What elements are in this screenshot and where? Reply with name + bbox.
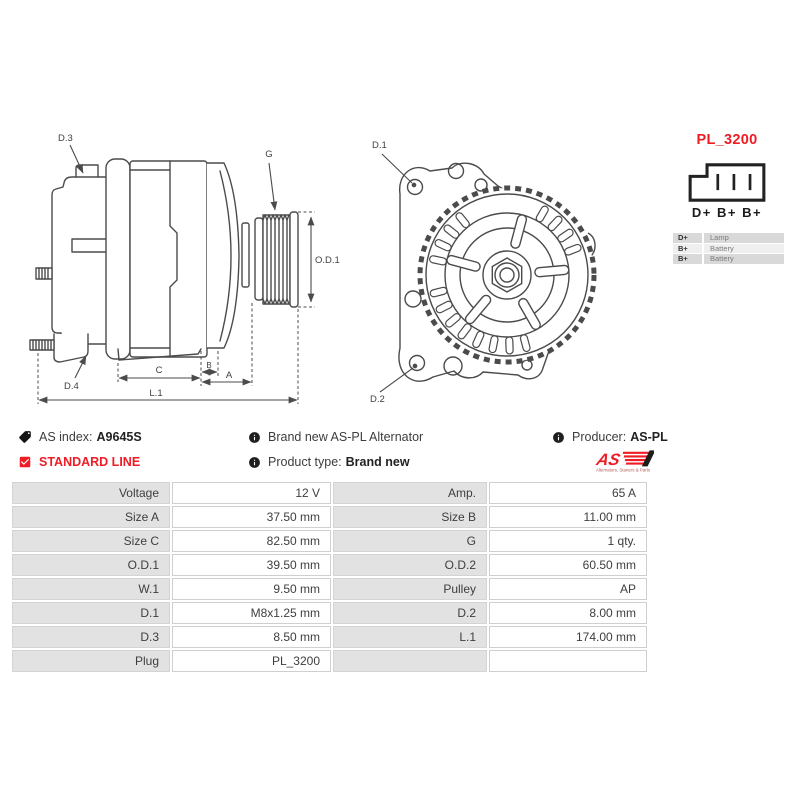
spec-label: W.1 [12, 578, 170, 600]
logo-text: AS [594, 450, 623, 469]
spec-value: 37.50 mm [172, 506, 331, 528]
product-type-value: Brand new [345, 455, 410, 469]
info-icon [248, 431, 261, 444]
dim-label-d4: D.4 [64, 381, 79, 392]
spec-label: Size C [12, 530, 170, 552]
producer-value: AS-PL [630, 430, 668, 444]
spec-label: O.D.2 [333, 554, 487, 576]
plug-code-title: PL_3200 [696, 132, 758, 148]
spec-value: 1 qty. [489, 530, 647, 552]
as-index-label: AS index: [39, 430, 93, 444]
pin-description: Battery [704, 244, 784, 254]
plug-panel [668, 132, 786, 277]
alternator-front-view-drawing [350, 128, 642, 415]
pin-description: Lamp [704, 233, 784, 243]
spec-label: O.D.1 [12, 554, 170, 576]
product-type-label: Product type: [268, 455, 342, 469]
spec-value: 9.50 mm [172, 578, 331, 600]
spec-value: 174.00 mm [489, 626, 647, 648]
spec-label: G [333, 530, 487, 552]
pin-assignment-table [668, 233, 786, 276]
product-info-bar [0, 425, 800, 480]
spec-label: Size B [333, 506, 487, 528]
spec-row [12, 626, 647, 648]
producer-item [552, 430, 668, 444]
dim-label-d1: D.1 [372, 140, 387, 151]
logo-tagline: Alternators, Starters & Parts [595, 467, 651, 473]
standard-line-badge [18, 455, 140, 469]
spec-label: Plug [12, 650, 170, 672]
plug-connector-drawing [687, 161, 767, 204]
spec-value: 12 V [172, 482, 331, 504]
dim-label-od1: O.D.1 [315, 255, 340, 266]
dim-label-c: C [155, 365, 163, 376]
as-index-item [18, 430, 142, 444]
spec-row [12, 602, 647, 624]
plug-pins-caption: D+ B+ B+ [691, 205, 763, 220]
spec-row [12, 506, 647, 528]
pin-row [673, 244, 786, 254]
product-type-item [248, 455, 410, 469]
spec-value: PL_3200 [172, 650, 331, 672]
spec-value: 11.00 mm [489, 506, 647, 528]
spec-value: AP [489, 578, 647, 600]
spec-label: D.2 [333, 602, 487, 624]
dim-label-g: G [265, 149, 273, 160]
spec-value: 60.50 mm [489, 554, 647, 576]
pin-name: B+ [673, 254, 702, 264]
spec-value: 8.50 mm [172, 626, 331, 648]
alternator-side-view-drawing [28, 123, 350, 415]
spec-label: Size A [12, 506, 170, 528]
spec-row [12, 482, 647, 504]
dim-label-l1: L.1 [149, 388, 163, 399]
producer-label: Producer: [572, 430, 627, 444]
spec-table [10, 480, 649, 674]
tag-icon [18, 430, 32, 444]
pin-description: Battery [704, 254, 784, 264]
brand-item [248, 430, 423, 444]
spec-label: L.1 [333, 626, 487, 648]
as-pl-logo [592, 448, 654, 474]
info-icon [248, 456, 261, 469]
spec-label: Pulley [333, 578, 487, 600]
standard-line-label: STANDARD LINE [39, 455, 141, 469]
spec-value: 8.00 mm [489, 602, 647, 624]
spec-value [489, 650, 647, 672]
spec-label: Amp. [333, 482, 487, 504]
info-icon [552, 431, 565, 444]
pin-row [673, 254, 786, 264]
spec-row [12, 578, 647, 600]
spec-row [12, 650, 647, 672]
spec-row [12, 554, 647, 576]
brand-text: Brand new AS-PL Alternator [268, 430, 424, 444]
spec-value: 65 A [489, 482, 647, 504]
dim-label-d3: D.3 [58, 133, 73, 144]
dim-label-a: A [225, 370, 233, 381]
dim-label-d2: D.2 [370, 394, 385, 405]
pin-row [673, 233, 786, 243]
dim-label-b: B [206, 361, 212, 370]
spec-row [12, 530, 647, 552]
spec-value: 39.50 mm [172, 554, 331, 576]
spec-value: 82.50 mm [172, 530, 331, 552]
spec-label [333, 650, 487, 672]
pin-name: D+ [673, 233, 702, 243]
spec-value: M8x1.25 mm [172, 602, 331, 624]
checkbox-icon [18, 455, 32, 469]
spec-label: Voltage [12, 482, 170, 504]
spec-label: D.1 [12, 602, 170, 624]
spec-label: D.3 [12, 626, 170, 648]
as-index-value: A9645S [96, 430, 142, 444]
pin-name: B+ [673, 244, 702, 254]
